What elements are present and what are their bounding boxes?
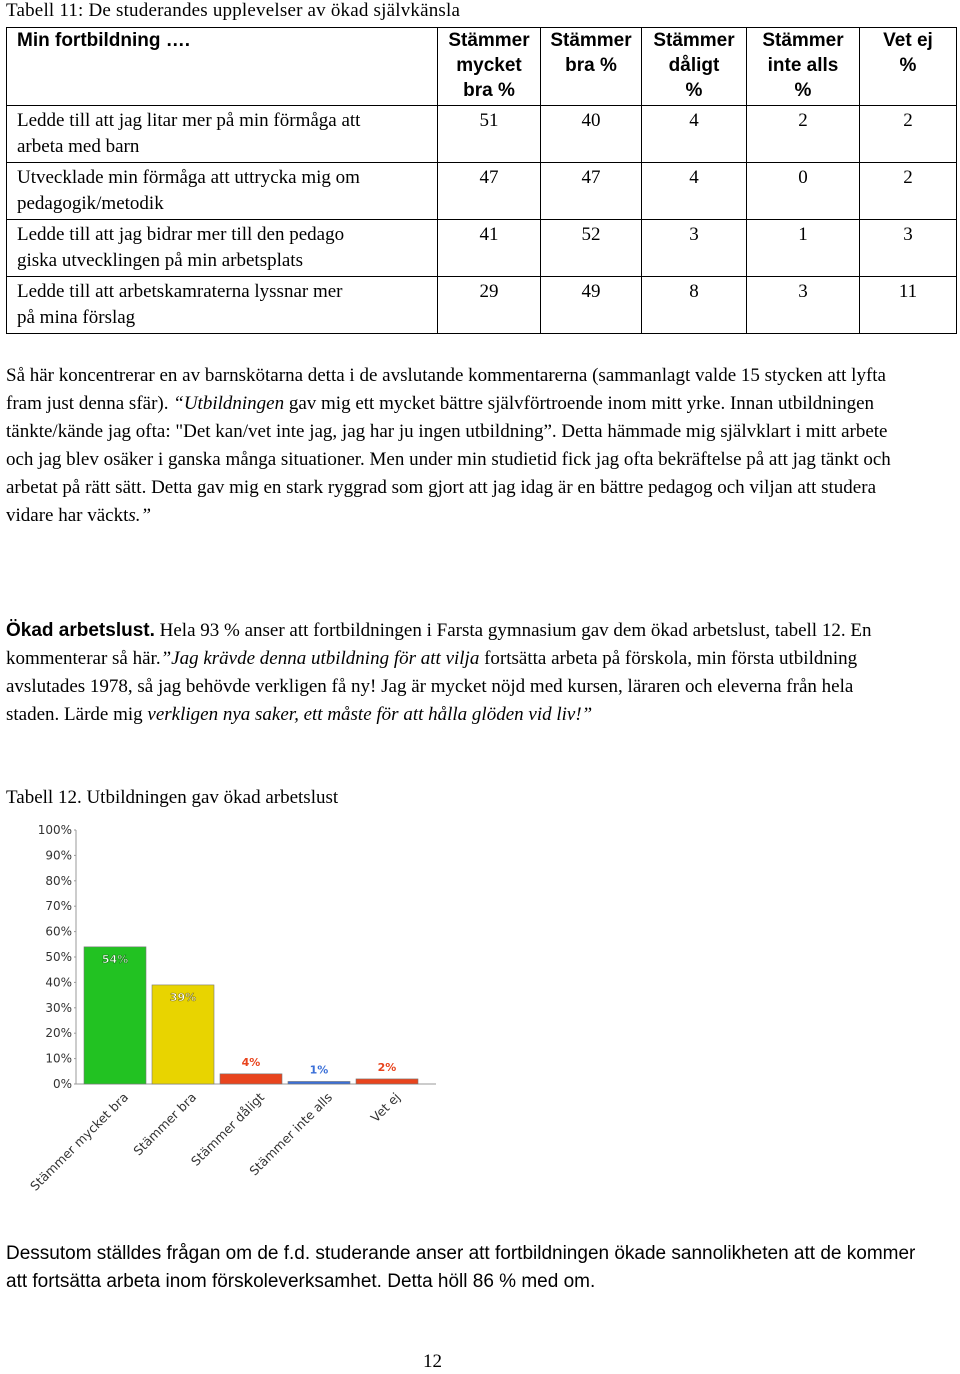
bar [84,947,146,1084]
table11-header-row [7,28,957,106]
table11-col-header: Stämmer mycket bra % [438,28,541,106]
table-row [7,277,957,334]
section-heading: Ökad arbetslust. [6,620,155,641]
x-axis-labels [27,1089,403,1193]
table11-col-header: Stämmer bra % [541,28,642,106]
table-cell: 2 [860,163,957,220]
x-tick-label: Stämmer inte alls [246,1089,336,1179]
table-cell: 2 [860,106,957,163]
table-cell: 3 [860,220,957,277]
table-cell: 4 [642,163,747,220]
bar-value-label: 4% [241,1055,261,1069]
x-tick-label: Stämmer bra [130,1089,200,1159]
footer-paragraph: Dessutom ställdes frågan om de f.d. studerande anser att fortbildningen ökade sannolikheten att de kommer att fortsätta arbeta inom förskoleverksamhet. Detta höll 86 % med om. [6,1243,916,1292]
paragraph-work-motivation: Ökad arbetslust. Hela 93 % anser att fortbildningen i Farsta gymnasium gav dem ökad arbetslust, tabell 12. En kommenterar så här.”Jag krävde denna utbildning för att vilja fortsätta arbeta på förskola, min första utbildning avslutades 1978, så jag behövde verkligen få ny! Jag är mycket nöjd med kursen, läraren och eleverna från hela staden. Lärde mig verkligen nya saker, ett måste för att hålla glöden vid liv!” [6,620,872,725]
bar [288,1081,350,1084]
table11 [6,27,957,334]
table-cell: 49 [541,277,642,334]
y-tick-label: 90% [45,848,72,863]
paragraph-self-esteem: Så här koncentrerar en av barnskötarna detta i de avslutande kommentarerna (sammanlagt valde 15 stycken att lyfta fram just denna sfär). “Utbildningen gav mig ett mycket bättre självförtroende inom mitt yrke. Innan utbildningen tänkte/kände jag ofta: "Det kan/vet inte jag, jag har ju ingen utbildning”. Detta hämmade mig självklart i mitt arbete och jag blev osäker i ganska många situationer. Men under min studietid fick jag ofta bekräftelse på att jag tänkt och arbetat på rätt sätt. Detta gav mig en stark ryggrad som gjort att jag idag är en bättre pedagog och viljan att studera vidare har väckts.” [6,365,891,526]
y-tick-label: 100% [37,823,72,837]
y-tick-label: 60% [45,924,72,939]
bar [220,1074,282,1084]
table11-title: Tabell 11: De studerandes upplevelser av ökad självkänsla [6,0,461,21]
table-cell: 3 [747,277,860,334]
bar [356,1079,418,1084]
table-cell: 41 [438,220,541,277]
table-cell: 0 [747,163,860,220]
chart-svg [20,820,440,1200]
table-cell: 47 [438,163,541,220]
bars [84,947,418,1084]
y-tick-label: 30% [45,1000,72,1015]
table11-col-header: Vet ej % [860,28,957,106]
table12-caption: Tabell 12. Utbildningen gav ökad arbetslust [6,787,339,808]
bar-value-label: 1% [309,1063,329,1077]
table-cell: 52 [541,220,642,277]
table-cell: 11 [860,277,957,334]
table-row [7,163,957,220]
table-cell-statement: Utvecklade min förmåga att uttrycka mig om pedagogik/metodik [7,163,438,220]
table11-col-header: Stämmer dåligt % [642,28,747,106]
table11-header-first: Min fortbildning …. [7,28,438,106]
table-cell: 8 [642,277,747,334]
y-tick-label: 50% [45,950,72,964]
y-tick-label: 0% [52,1077,72,1091]
y-tick-label: 40% [45,975,72,990]
y-tick-label: 80% [45,873,72,888]
y-tick-label: 70% [45,899,72,914]
table-cell: 40 [541,106,642,163]
y-tick-label: 10% [45,1051,72,1066]
bar-value-label: 2% [377,1060,397,1074]
table-cell-statement: Ledde till att jag litar mer på min förmåga att arbeta med barn [7,106,438,163]
table-cell: 3 [642,220,747,277]
bar-value-label: 54% [101,952,129,966]
x-tick-label: Stämmer dåligt [187,1089,268,1169]
x-tick-label: Vet ej [367,1089,404,1126]
bar-chart [20,820,440,1200]
x-tick-label: Stämmer mycket bra [27,1089,132,1194]
table-row [7,220,957,277]
bar-value-label: 39% [169,990,197,1004]
table-cell-statement: Ledde till att jag bidrar mer till den pedago giska utvecklingen på min arbetsplats [7,220,438,277]
table-row [7,106,957,163]
table-cell: 47 [541,163,642,220]
table-cell-statement: Ledde till att arbetskamraterna lyssnar mer på mina förslag [7,277,438,334]
y-tick-label: 20% [45,1026,72,1041]
table-cell: 51 [438,106,541,163]
table-cell: 4 [642,106,747,163]
table11-col-header: Stämmer inte alls % [747,28,860,106]
y-axis-ticks [38,823,76,1091]
table-cell: 29 [438,277,541,334]
table-cell: 2 [747,106,860,163]
table-cell: 1 [747,220,860,277]
page-number: 12 [423,1351,442,1372]
